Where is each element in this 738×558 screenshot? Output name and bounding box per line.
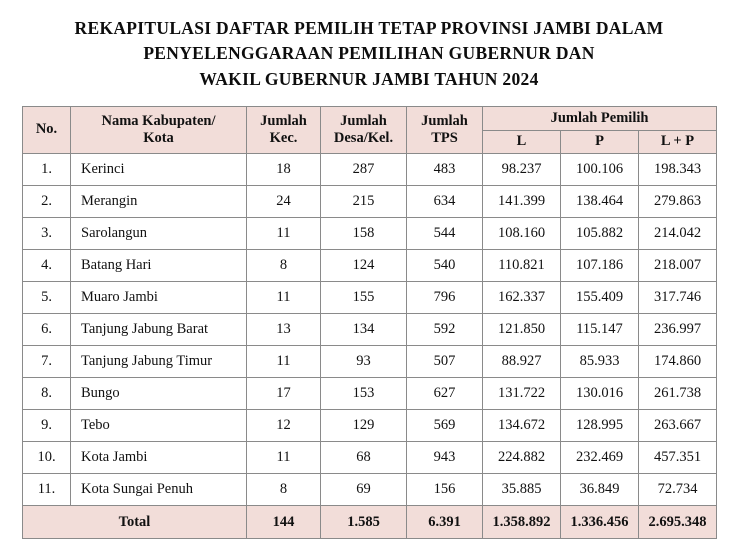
cell-kec: 11	[247, 346, 321, 378]
column-header-tps	[407, 107, 483, 154]
document-title	[22, 16, 716, 92]
cell-tps: 592	[407, 314, 483, 346]
cell-desa: 93	[321, 346, 407, 378]
cell-kec: 11	[247, 218, 321, 250]
cell-region: Muaro Jambi	[71, 282, 247, 314]
cell-desa: 124	[321, 250, 407, 282]
cell-pemilih-p: 115.147	[561, 314, 639, 346]
cell-kec: 17	[247, 378, 321, 410]
cell-region: Batang Hari	[71, 250, 247, 282]
cell-pemilih-l: 121.850	[483, 314, 561, 346]
cell-pemilih-p: 138.464	[561, 186, 639, 218]
cell-pemilih-p: 130.016	[561, 378, 639, 410]
table-row	[23, 346, 717, 378]
cell-desa: 129	[321, 410, 407, 442]
header-row-1	[23, 107, 717, 131]
cell-desa: 287	[321, 154, 407, 186]
cell-pemilih-l: 98.237	[483, 154, 561, 186]
table-row	[23, 410, 717, 442]
cell-kec: 11	[247, 282, 321, 314]
cell-region: Tanjung Jabung Barat	[71, 314, 247, 346]
column-header-region	[71, 107, 247, 154]
total-label: Total	[23, 506, 247, 539]
cell-desa: 69	[321, 474, 407, 506]
cell-pemilih-lp: 236.997	[639, 314, 717, 346]
total-pemilih-lp: 2.695.348	[639, 506, 717, 539]
column-header-desa	[321, 107, 407, 154]
total-pemilih-l: 1.358.892	[483, 506, 561, 539]
cell-no: 3.	[23, 218, 71, 250]
table-row	[23, 218, 717, 250]
cell-kec: 8	[247, 250, 321, 282]
dpt-table	[22, 106, 717, 539]
cell-pemilih-lp: 174.860	[639, 346, 717, 378]
cell-pemilih-l: 141.399	[483, 186, 561, 218]
column-header-region-line2: Kota	[143, 130, 174, 147]
cell-tps: 507	[407, 346, 483, 378]
cell-pemilih-p: 105.882	[561, 218, 639, 250]
total-desa: 1.585	[321, 506, 407, 539]
cell-pemilih-lp: 198.343	[639, 154, 717, 186]
table-row	[23, 378, 717, 410]
total-tps: 6.391	[407, 506, 483, 539]
cell-pemilih-lp: 72.734	[639, 474, 717, 506]
cell-no: 2.	[23, 186, 71, 218]
table-row	[23, 442, 717, 474]
cell-pemilih-l: 224.882	[483, 442, 561, 474]
cell-pemilih-lp: 317.746	[639, 282, 717, 314]
cell-no: 1.	[23, 154, 71, 186]
cell-region: Bungo	[71, 378, 247, 410]
column-header-tps-line1: Jumlah	[421, 112, 468, 129]
column-header-pemilih-p: P	[561, 130, 639, 154]
cell-pemilih-lp: 457.351	[639, 442, 717, 474]
column-header-pemilih-l: L	[483, 130, 561, 154]
cell-pemilih-l: 35.885	[483, 474, 561, 506]
column-header-desa-line1: Jumlah	[340, 112, 387, 129]
table-row	[23, 154, 717, 186]
title-line-2: PENYELENGGARAAN PEMILIHAN GUBERNUR DAN	[143, 43, 595, 64]
column-header-no: No.	[23, 107, 71, 154]
cell-pemilih-lp: 279.863	[639, 186, 717, 218]
column-header-tps-line2: TPS	[431, 130, 458, 147]
column-header-kecamatan-line1: Jumlah	[260, 112, 307, 129]
cell-region: Kota Sungai Penuh	[71, 474, 247, 506]
cell-pemilih-lp: 263.667	[639, 410, 717, 442]
total-pemilih-p: 1.336.456	[561, 506, 639, 539]
cell-tps: 569	[407, 410, 483, 442]
cell-pemilih-l: 162.337	[483, 282, 561, 314]
cell-pemilih-p: 128.995	[561, 410, 639, 442]
cell-desa: 155	[321, 282, 407, 314]
cell-no: 11.	[23, 474, 71, 506]
cell-region: Sarolangun	[71, 218, 247, 250]
cell-tps: 540	[407, 250, 483, 282]
table-row	[23, 250, 717, 282]
cell-no: 10.	[23, 442, 71, 474]
cell-region: Tanjung Jabung Timur	[71, 346, 247, 378]
cell-pemilih-lp: 214.042	[639, 218, 717, 250]
cell-no: 4.	[23, 250, 71, 282]
cell-pemilih-p: 155.409	[561, 282, 639, 314]
column-header-pemilih-group: Jumlah Pemilih	[483, 107, 717, 131]
cell-region: Kerinci	[71, 154, 247, 186]
cell-pemilih-l: 131.722	[483, 378, 561, 410]
cell-tps: 796	[407, 282, 483, 314]
table-row	[23, 314, 717, 346]
cell-desa: 153	[321, 378, 407, 410]
cell-tps: 156	[407, 474, 483, 506]
cell-region: Tebo	[71, 410, 247, 442]
total-row	[23, 506, 717, 539]
cell-pemilih-lp: 261.738	[639, 378, 717, 410]
cell-pemilih-p: 100.106	[561, 154, 639, 186]
column-header-kecamatan	[247, 107, 321, 154]
cell-kec: 8	[247, 474, 321, 506]
cell-pemilih-l: 88.927	[483, 346, 561, 378]
cell-kec: 18	[247, 154, 321, 186]
cell-kec: 13	[247, 314, 321, 346]
table-header	[23, 107, 717, 154]
cell-pemilih-p: 107.186	[561, 250, 639, 282]
cell-no: 7.	[23, 346, 71, 378]
cell-pemilih-p: 85.933	[561, 346, 639, 378]
cell-desa: 68	[321, 442, 407, 474]
cell-no: 5.	[23, 282, 71, 314]
cell-desa: 215	[321, 186, 407, 218]
column-header-pemilih-lp: L + P	[639, 130, 717, 154]
cell-kec: 24	[247, 186, 321, 218]
column-header-desa-line2: Desa/Kel.	[333, 130, 394, 147]
table-row	[23, 186, 717, 218]
cell-desa: 134	[321, 314, 407, 346]
cell-pemilih-p: 232.469	[561, 442, 639, 474]
title-line-3: WAKIL GUBERNUR JAMBI TAHUN 2024	[199, 68, 539, 89]
cell-region: Merangin	[71, 186, 247, 218]
column-header-kecamatan-line2: Kec.	[269, 130, 298, 147]
cell-no: 8.	[23, 378, 71, 410]
cell-pemilih-l: 110.821	[483, 250, 561, 282]
cell-pemilih-p: 36.849	[561, 474, 639, 506]
cell-tps: 544	[407, 218, 483, 250]
cell-desa: 158	[321, 218, 407, 250]
total-kec: 144	[247, 506, 321, 539]
cell-pemilih-l: 108.160	[483, 218, 561, 250]
cell-tps: 627	[407, 378, 483, 410]
cell-kec: 11	[247, 442, 321, 474]
table-row	[23, 474, 717, 506]
column-header-region-line1: Nama Kabupaten/	[101, 112, 216, 129]
table-row	[23, 282, 717, 314]
table-footer	[23, 506, 717, 539]
cell-tps: 483	[407, 154, 483, 186]
cell-tps: 634	[407, 186, 483, 218]
cell-region: Kota Jambi	[71, 442, 247, 474]
title-line-1: REKAPITULASI DAFTAR PEMILIH TETAP PROVINSI JAMBI DALAM	[74, 18, 664, 38]
cell-pemilih-lp: 218.007	[639, 250, 717, 282]
cell-no: 6.	[23, 314, 71, 346]
cell-tps: 943	[407, 442, 483, 474]
cell-no: 9.	[23, 410, 71, 442]
table-body	[23, 154, 717, 506]
cell-pemilih-l: 134.672	[483, 410, 561, 442]
cell-kec: 12	[247, 410, 321, 442]
